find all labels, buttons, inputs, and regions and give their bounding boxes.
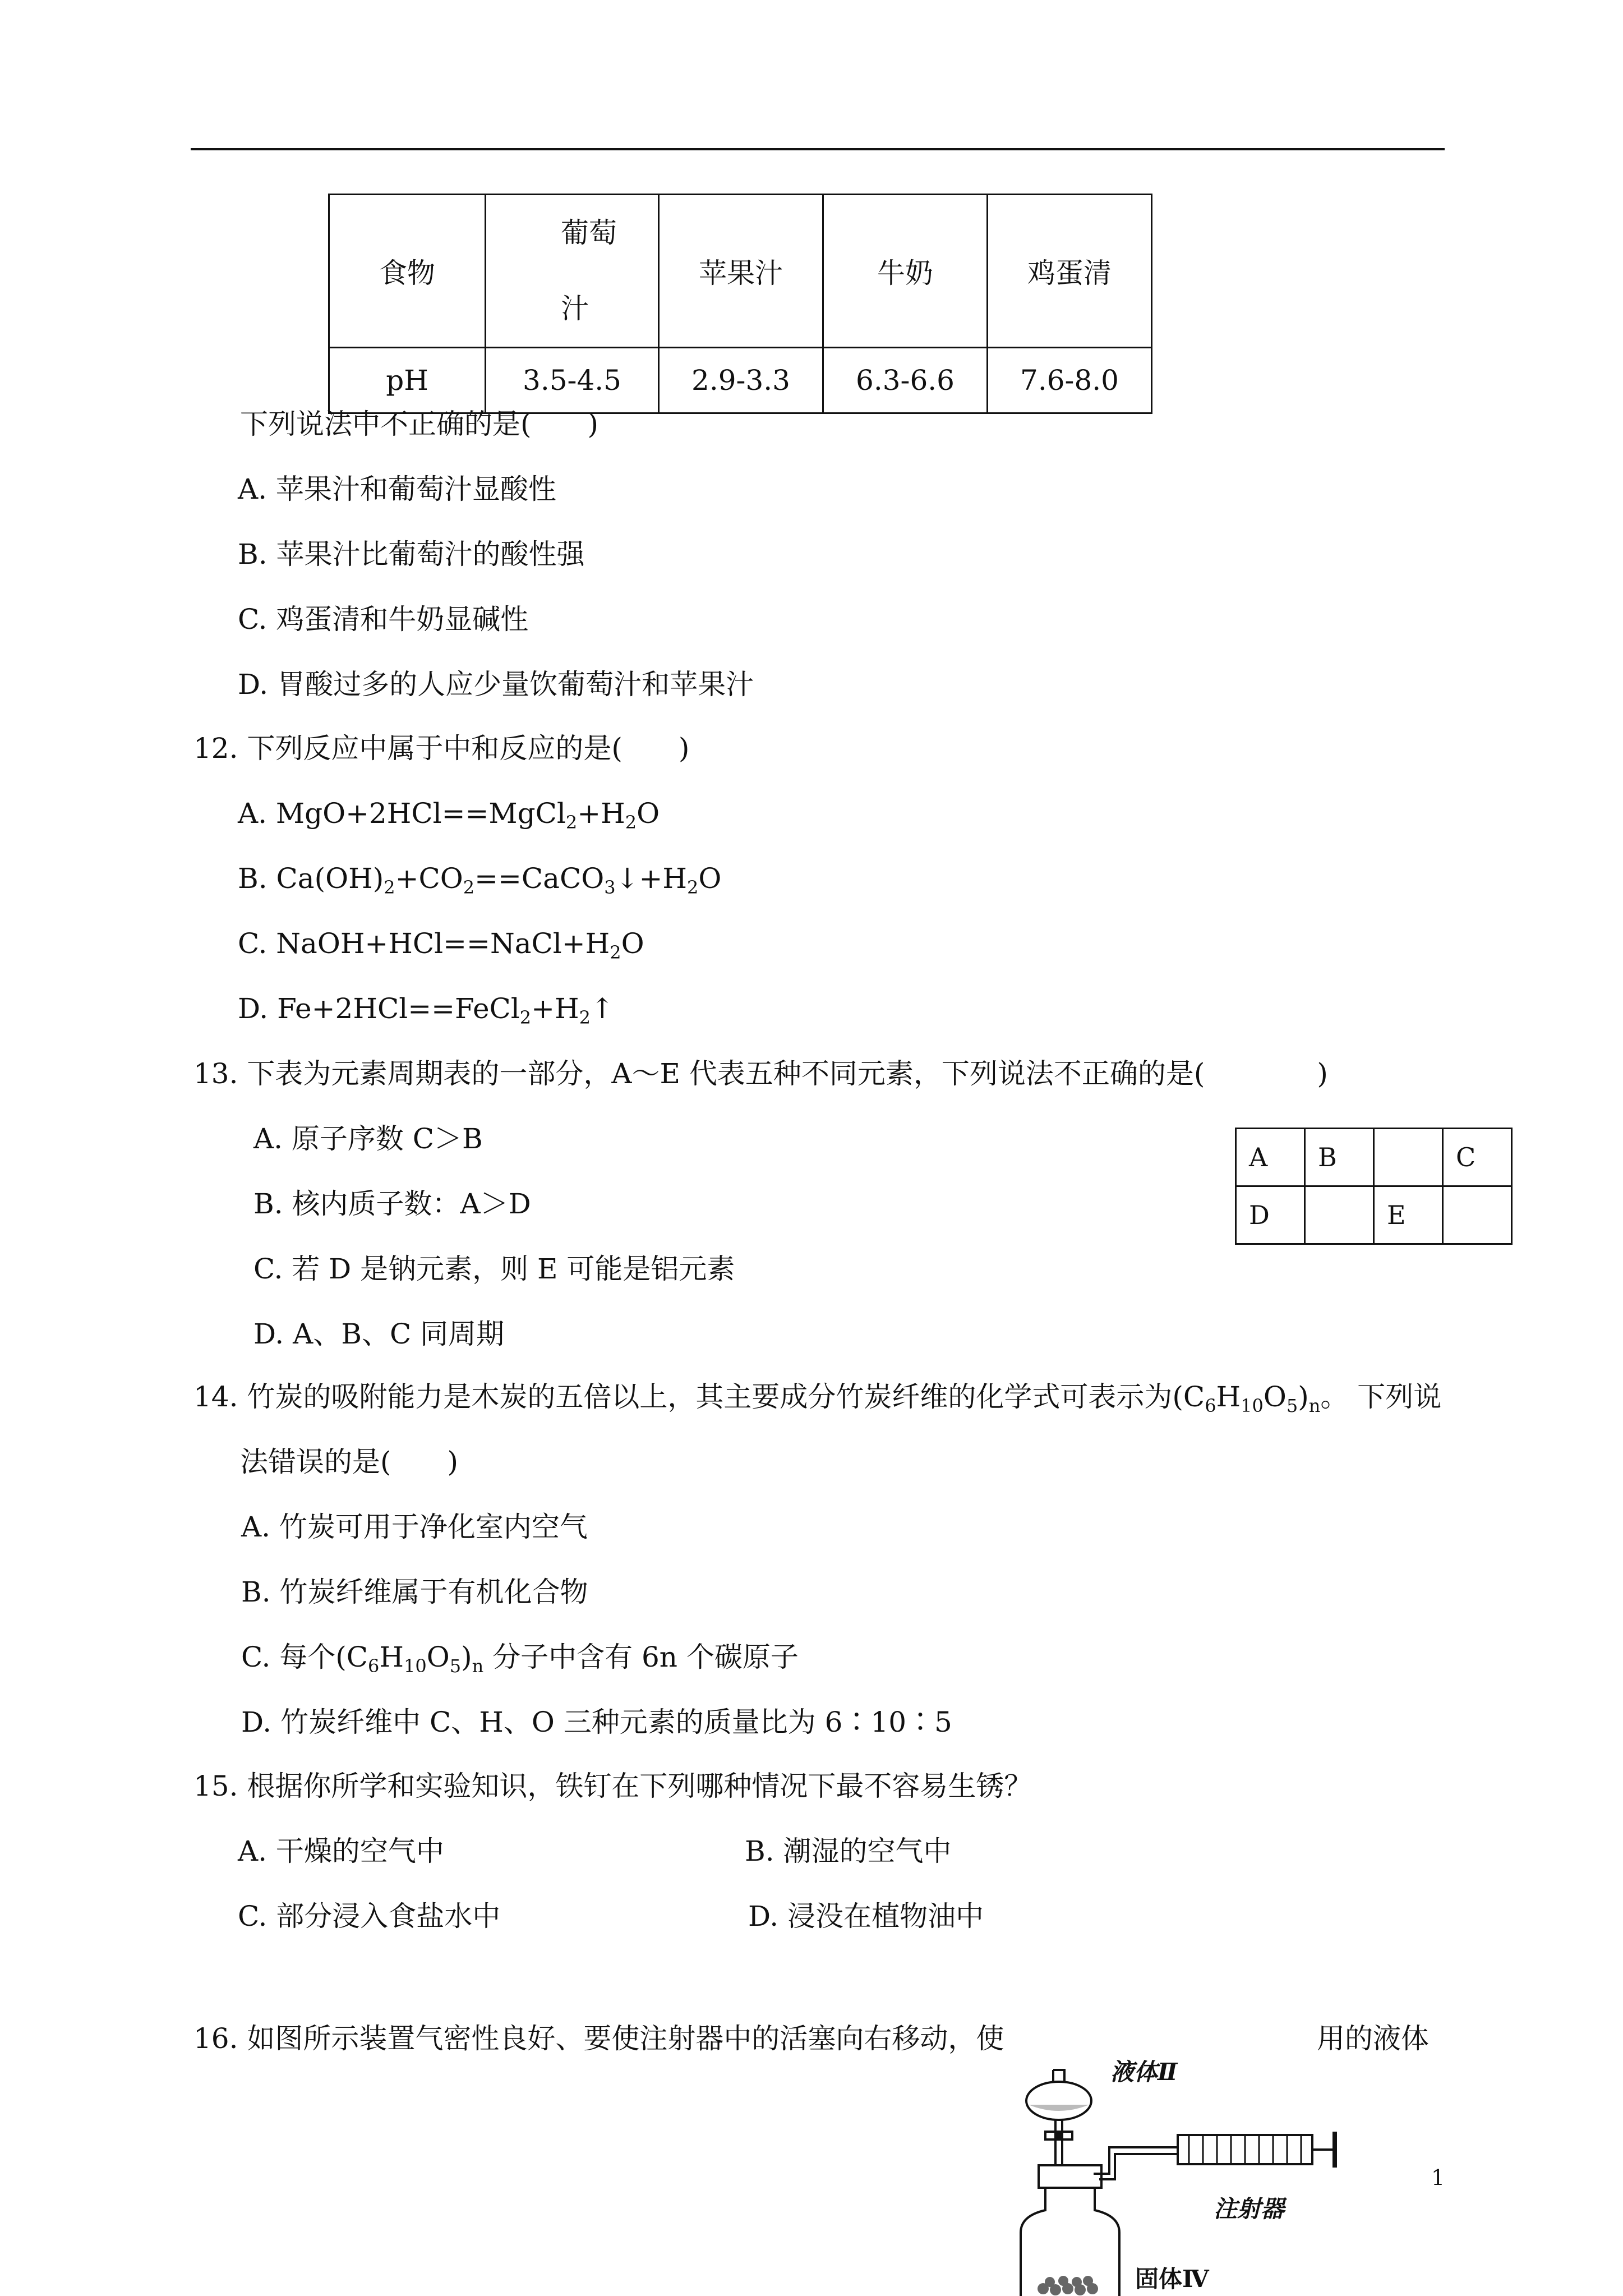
- q11-option-a: A. 苹果汁和葡萄汁显酸性: [238, 473, 556, 505]
- table-header-cell: 鸡蛋清: [988, 195, 1152, 348]
- element-cell: C: [1443, 1129, 1512, 1186]
- q12-option-c: C. $NaOH+HCl==NaCl+H_2O$: [238, 927, 644, 963]
- q16-stem: 16. 如图所示装置气密性良好、要使注射器中的活塞向右移动，使: [193, 2022, 1004, 2055]
- table-cell: 2.9-3.3: [659, 348, 823, 413]
- q16-stem-tail: 用的液体: [1317, 2022, 1429, 2055]
- q12-option-b: B. $Ca(OH)_2+CO_2==CaCO_3↓+H_2O$: [238, 862, 722, 898]
- element-cell: E: [1374, 1186, 1443, 1244]
- q15-option-b: B. 潮湿的空气中: [745, 1835, 952, 1867]
- element-cell: [1443, 1186, 1512, 1244]
- table-header-cell: 苹果汁: [659, 195, 823, 348]
- q12-stem: 12. 下列反应中属于中和反应的是( ): [193, 732, 690, 765]
- header-rule: [191, 148, 1445, 150]
- element-cell: A: [1236, 1129, 1305, 1186]
- element-cell: [1305, 1186, 1374, 1244]
- table-cell: 3.5-4.5: [486, 348, 659, 413]
- q13-stem: 13. 下表为元素周期表的一部分，A～E 代表五种不同元素，下列说法不正确的是( ): [193, 1057, 1328, 1090]
- q11-stem: 下列说法中不正确的是( ): [240, 408, 599, 440]
- element-cell: B: [1305, 1129, 1374, 1186]
- syringe-label: 注射器: [1214, 2195, 1285, 2223]
- q15-option-c: C. 部分浸入食盐水中: [238, 1900, 501, 1932]
- q13-option-b: B. 核内质子数：A＞D: [253, 1188, 531, 1220]
- apparatus-diagram: [1009, 2047, 1357, 2296]
- element-cell: D: [1236, 1186, 1305, 1244]
- grape-juice-label: 葡萄 汁: [561, 217, 617, 325]
- q13-option-d: D. A、B、C 同周期: [253, 1318, 505, 1350]
- table-cell: 6.3-6.6: [823, 348, 988, 413]
- table-header-cell: 牛奶: [823, 195, 988, 348]
- q14-option-c: C. 每个$(C_6H_{10}O_5)_n$ 分子中含有 6n 个碳原子: [241, 1641, 799, 1677]
- ph-table: [328, 194, 1152, 414]
- q15-option-d: D. 浸没在植物油中: [748, 1900, 984, 1932]
- q11-option-d: D. 胃酸过多的人应少量饮葡萄汁和苹果汁: [238, 668, 754, 701]
- q12-option-d: D. $Fe+2HCl==FeCl_2+H_2↑$: [238, 992, 614, 1028]
- q14-option-a: A. 竹炭可用于净化室内空气: [241, 1511, 588, 1543]
- page-number: 1: [1431, 2165, 1445, 2190]
- q11-option-b: B. 苹果汁比葡萄汁的酸性强: [238, 538, 585, 570]
- q15-option-a: A. 干燥的空气中: [238, 1835, 444, 1867]
- q13-option-c: C. 若 D 是钠元素，则 E 可能是铝元素: [253, 1253, 735, 1285]
- q14-option-d: D. 竹炭纤维中 C、H、O 三种元素的质量比为 6∶10∶5: [241, 1706, 952, 1738]
- table-cell: pH: [329, 348, 486, 413]
- table-header-cell: 食物: [329, 195, 486, 348]
- periodic-table-fragment: [1235, 1128, 1513, 1245]
- q15-stem: 15. 根据你所学和实验知识，铁钉在下列哪种情况下最不容易生锈？: [193, 1770, 1032, 1802]
- q14-option-b: B. 竹炭纤维属于有机化合物: [241, 1576, 588, 1608]
- q14-stem: 14. 竹炭的吸附能力是木炭的五倍以上，其主要成分竹炭纤维的化学式可表示为$(C_6H_{10}O_5)_n$。 下列说: [193, 1381, 1442, 1416]
- element-cell: [1374, 1129, 1443, 1186]
- table-header-cell: [486, 195, 659, 348]
- solid-label: 固体Ⅳ: [1135, 2265, 1209, 2293]
- q13-option-a: A. 原子序数 C＞B: [253, 1122, 483, 1155]
- liquid-label: 液体Ⅱ: [1110, 2058, 1178, 2086]
- q14-stem-line2: 法错误的是( ): [240, 1446, 459, 1478]
- table-cell: 7.6-8.0: [988, 348, 1152, 413]
- q12-option-a: A. $MgO+2HCl==MgCl_2+H_2O$: [238, 797, 660, 833]
- q11-option-c: C. 鸡蛋清和牛奶显碱性: [238, 603, 529, 636]
